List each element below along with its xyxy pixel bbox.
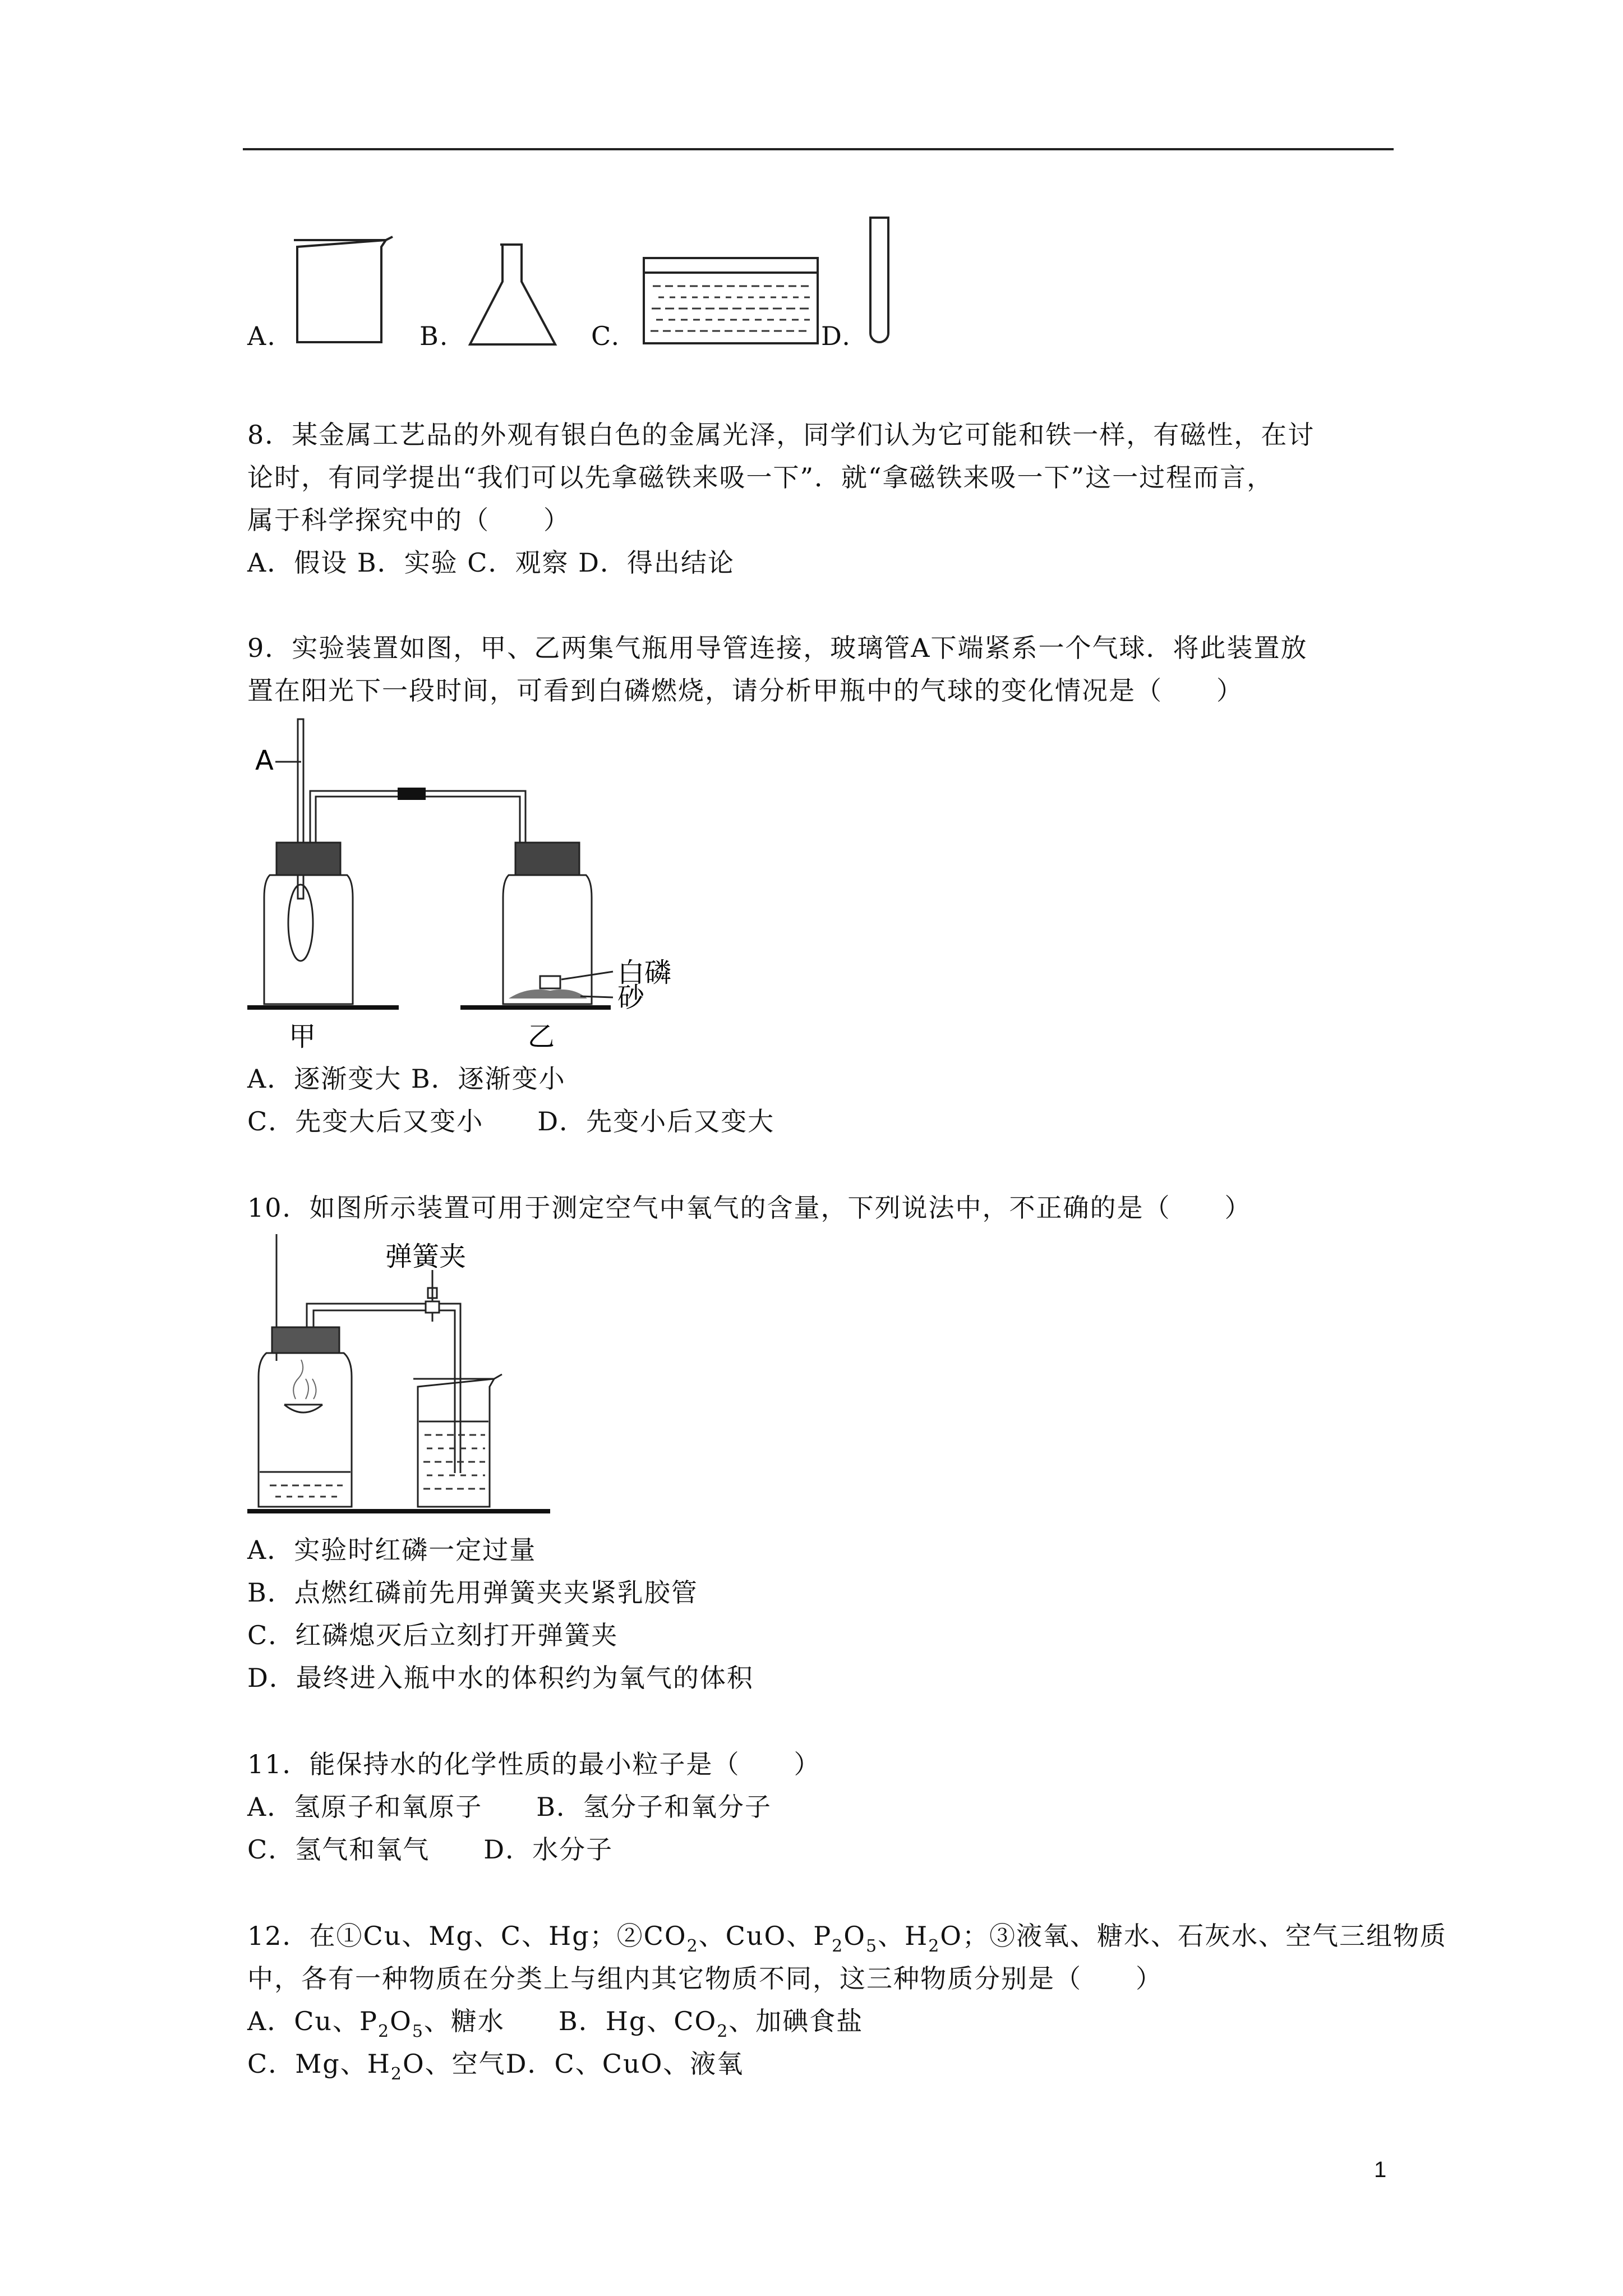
q10-option-a: A．实验时红磷一定过量 [247, 1535, 537, 1565]
q9-label-yi: 乙 [528, 1021, 555, 1052]
q12-options-line1: A．Cu、$P_2O_5$、糖水 B．Hg、$CO_2$、加碘食盐 [247, 2006, 864, 2041]
q12-stem-line1: 12．在①Cu、Mg、C、Hg；$②CO_2$、CuO、$P_2O_5$、$H_2O$；③液氧、糖水、石灰水、空气三组物质 [247, 1921, 1447, 1956]
water-trough-image [642, 252, 821, 349]
q9-options-line1: A．逐渐变大 B．逐渐变小 [247, 1064, 566, 1094]
q9-stem-line1: 9．实验装置如图，甲、乙两集气瓶用导管连接，玻璃管A下端紧系一个气球．将此装置放 [247, 633, 1308, 663]
header-rule [243, 148, 1394, 150]
q10-option-d: D．最终进入瓶中水的体积约为氧气的体积 [247, 1663, 754, 1693]
q9-label-white-phosphorus: 白磷 [617, 957, 672, 988]
q8-stem-line3: 属于科学探究中的（ ） [247, 505, 570, 535]
q10-label-spring-clip: 弹簧夹 [385, 1241, 467, 1272]
q8-stem-line1: 8．某金属工艺品的外观有银白色的金属光泽，同学们认为它可能和铁一样，有磁性，在讨 [247, 420, 1315, 450]
q10-option-b: B．点燃红磷前先用弹簧夹夹紧乳胶管 [247, 1577, 698, 1608]
q10-stem: 10．如图所示装置可用于测定空气中氧气的含量，下列说法中，不正确的是（ ） [247, 1193, 1252, 1223]
q9-label-a: A [255, 745, 274, 776]
q9-apparatus-diagram [247, 712, 707, 1052]
q11-stem: 11．能保持水的化学性质的最小粒子是（ ） [247, 1749, 821, 1779]
q7-option-d-label: D. [821, 321, 851, 351]
q9-stem-line2: 置在阳光下一段时间，可看到白磷燃烧，请分析甲瓶中的气球的变化情况是（ ） [247, 675, 1243, 706]
q9-label-sand: 砂 [617, 982, 645, 1013]
q8-stem-line2: 论时，有同学提出“我们可以先拿磁铁来吸一下”．就“拿磁铁来吸一下”这一过程而言， [247, 462, 1274, 493]
q10-option-c: C．红磷熄灭后立刻打开弹簧夹 [247, 1620, 619, 1650]
q10-apparatus-diagram [247, 1232, 561, 1516]
q11-options-line1: A．氢原子和氧原子 B．氢分子和氧分子 [247, 1792, 772, 1822]
q8-options: A．假设 B．实验 C．观察 D．得出结论 [247, 547, 735, 578]
q11-options-line2: C．氢气和氧气 D．水分子 [247, 1834, 614, 1865]
q7-option-a-label: A. [247, 321, 276, 351]
q12-options-line2: C．Mg、$H_2O$、空气D．C、CuO、液氧 [247, 2049, 744, 2084]
q7-option-c-label: C. [591, 321, 621, 351]
q12-stem-line2: 中，各有一种物质在分类上与组内其它物质不同，这三种物质分别是（ ） [247, 1963, 1163, 1994]
conical-flask-image [465, 242, 561, 349]
beaker-image [292, 234, 393, 347]
page-number: 1 [1374, 2157, 1387, 2182]
q7-option-b-label: B. [419, 321, 449, 351]
q9-label-jia: 甲 [289, 1021, 316, 1052]
test-tube-image [864, 213, 897, 348]
q9-options-line2: C．先变大后又变小 D．先变小后又变大 [247, 1106, 775, 1137]
